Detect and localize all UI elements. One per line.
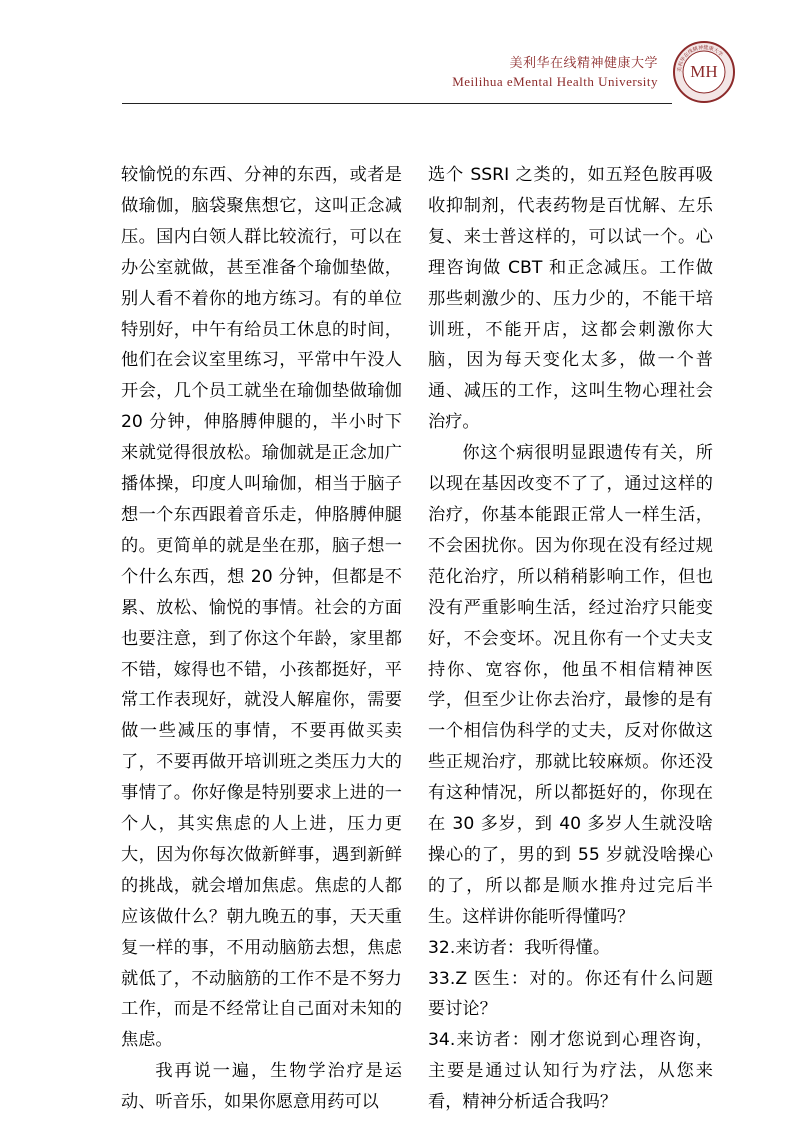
left-column bbox=[121, 160, 402, 1118]
left-paragraph-1: 较愉悦的东西、分神的东西，或者是做瑜伽，脑袋聚焦想它，这叫正念减压。国内白领人群比较流行，可以在办公室就做，甚至准备个瑜伽垫做，别人看不着你的地方练习。有的单位特别好，中午有给员工休息的时间，他们在会议室里练习，平常中午没人开会，几个员工就坐在瑜伽垫做瑜伽 20 分钟，伸胳膊伸腿的，半小时下来就觉得很放松。瑜伽就是正念加广播体操，印度人叫瑜伽，相当于脑子想一个东西跟着音乐走，伸胳膊伸腿的。更简单的就是坐在那，脑子想一个什么东西，想 20 分钟，但都是不累、放松、愉悦的事情。社会的方面也要注意，到了你这个年龄，家里都不错，嫁得也不错，小孩都挺好，平常工作表现好，就没人解雇你，需要做一些减压的事情，不要再做买卖了，不要再做开培训班之类压力大的事情了。你好像是特别要求上进的一个人，其实焦虑的人上进，压力更大，因为你每次做新鲜事，遇到新鲜的挑战，就会增加焦虑。焦虑的人都应该做什么？朝九晚五的事，天天重复一样的事，不用动脑筋去想，焦虑就低了，不动脑筋的工作不是不努力工作，而是不经常让自己面对未知的焦虑。 bbox=[121, 165, 402, 1051]
dialogue-line-32: 32.来访者：我听得懂。 bbox=[428, 937, 611, 958]
right-column bbox=[428, 160, 713, 1118]
right-paragraph-1: 选个 SSRI 之类的，如五羟色胺再吸收抑制剂，代表药物是百忧解、左乐复、来士普这样的，可以试一个。心理咨询做 CBT 和正念减压。工作做那些刺激少的、压力少的，不能干培训班，不能开店，这都会刺激你大脑，因为每天变化太多，做一个普通、减压的工作，这叫生物心理社会治疗。 bbox=[428, 165, 713, 433]
logo-letters: MH bbox=[690, 62, 718, 81]
dialogue-line-33: 33.Z 医生：对的。你还有什么问题要讨论？ bbox=[428, 968, 713, 1020]
logo-ring-text: 美利华在线精神健康大学 bbox=[676, 44, 724, 73]
university-logo bbox=[672, 40, 736, 104]
header-university-en: Meilihua eMental Health University bbox=[452, 74, 658, 89]
header-university-cn: 美利华在线精神健康大学 bbox=[509, 56, 658, 71]
header-divider bbox=[122, 103, 672, 104]
left-paragraph-2: 我再说一遍，生物学治疗是运动、听音乐，如果你愿意用药可以 bbox=[121, 1061, 402, 1113]
right-paragraph-2: 你这个病很明显跟遗传有关，所以现在基因改变不了了，通过这样的治疗，你基本能跟正常人一样生活，不会困扰你。因为你现在没有经过规范化治疗，所以稍稍影响工作，但也没有严重影响生活，经过治疗只能变好，不会变坏。况且你有一个丈夫支持你、宽容你，他虽不相信精神医学，但至少让你去治疗，最惨的是有一个相信伪科学的丈夫，反对你做这些正规治疗，那就比较麻烦。你还没有这种情况，所以都挺好的，你现在在 30 多岁，到 40 多岁人生就没啥操心的了，男的到 55 岁就没啥操心的了，所以都是顺水推舟过完后半生。这样讲你能听得懂吗？ bbox=[428, 443, 713, 927]
dialogue-line-34: 34.来访者：刚才您说到心理咨询，主要是通过认知行为疗法，从您来看，精神分析适合我吗？ bbox=[428, 1030, 713, 1113]
